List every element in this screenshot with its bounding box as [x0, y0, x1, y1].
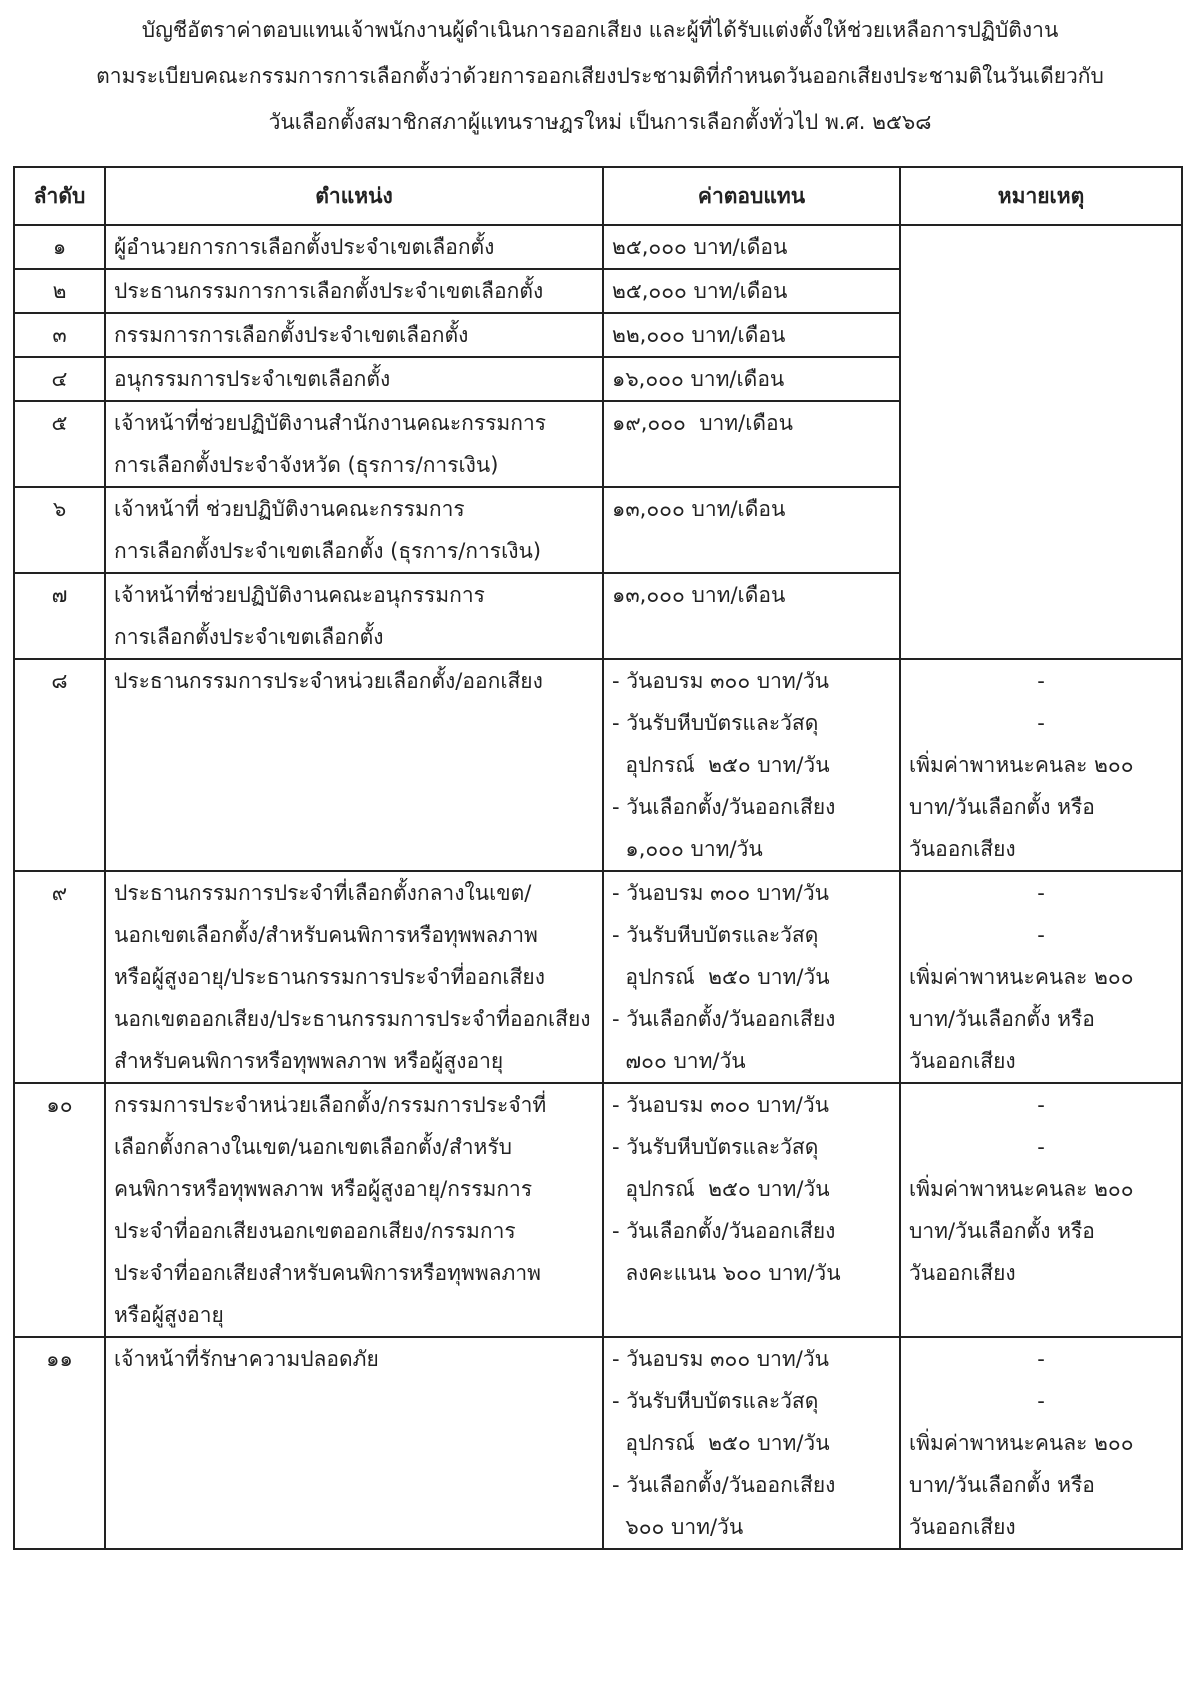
compensation-cell	[603, 1337, 900, 1549]
order-number: ๓	[52, 323, 67, 347]
pay-line: - วันอบรม ๓๐๐ บาท/วัน	[612, 1347, 829, 1371]
pos-line: ประธานกรรมการประจำที่เลือกตั้งกลางในเขต/	[114, 881, 532, 905]
row-order	[14, 487, 105, 573]
row-order	[14, 659, 105, 871]
remark-line: -	[1037, 923, 1045, 947]
pay-line: ลงคะแนน ๖๐๐ บาท/วัน	[612, 1261, 841, 1285]
order-number: ๙	[51, 881, 68, 905]
pos-line: นอกเขตออกเสียง/ประธานกรรมการประจำที่ออกเสียง	[114, 1007, 591, 1031]
compensation-cell	[603, 1083, 900, 1337]
compensation-cell	[603, 357, 900, 401]
row-order	[14, 357, 105, 401]
order-number: ๑๐	[46, 1093, 73, 1117]
pay-line: - วันรับหีบบัตรและวัสดุ	[612, 1135, 819, 1159]
pay-line: ๑๓,๐๐๐ บาท/เดือน	[612, 583, 786, 607]
row-order	[14, 401, 105, 487]
compensation-cell	[603, 659, 900, 871]
remark-line: วันออกเสียง	[909, 837, 1016, 861]
position-cell	[105, 313, 603, 357]
compensation-table	[13, 166, 1183, 1550]
position-cell	[105, 1083, 603, 1337]
header-compensation: ค่าตอบแทน	[603, 167, 900, 225]
pay-line: - วันเลือกตั้ง/วันออกเสียง	[612, 795, 836, 819]
remark-line: วันออกเสียง	[909, 1515, 1016, 1539]
remark-line: บาท/วันเลือกตั้ง หรือ	[909, 1473, 1095, 1497]
pay-line: ๑๓,๐๐๐ บาท/เดือน	[612, 497, 786, 521]
pos-line: ประธานกรรมการประจำหน่วยเลือกตั้ง/ออกเสียง	[114, 669, 543, 693]
header-order: ลำดับ	[14, 167, 105, 225]
pay-line: ๗๐๐ บาท/วัน	[612, 1049, 746, 1073]
compensation-cell	[603, 401, 900, 487]
remark-line: -	[1037, 881, 1045, 905]
remark-line: วันออกเสียง	[909, 1261, 1016, 1285]
position-cell	[105, 659, 603, 871]
pay-line: - วันอบรม ๓๐๐ บาท/วัน	[612, 881, 829, 905]
header-remark: หมายเหตุ	[900, 167, 1182, 225]
pay-line: อุปกรณ์ ๒๕๐ บาท/วัน	[612, 1431, 830, 1455]
remark-line: วันออกเสียง	[909, 1049, 1016, 1073]
pos-line: ผู้อำนวยการการเลือกตั้งประจำเขตเลือกตั้ง	[114, 235, 495, 259]
position-cell	[105, 401, 603, 487]
row-order	[14, 1083, 105, 1337]
position-cell	[105, 225, 603, 269]
remark-line: -	[1037, 1347, 1045, 1371]
pay-line: - วันเลือกตั้ง/วันออกเสียง	[612, 1219, 836, 1243]
pos-line: หรือผู้สูงอายุ/ประธานกรรมการประจำที่ออกเสียง	[114, 965, 545, 989]
row-order	[14, 871, 105, 1083]
order-number: ๒	[52, 279, 67, 303]
order-number: ๗	[51, 583, 68, 607]
pay-line: - วันรับหีบบัตรและวัสดุ	[612, 923, 819, 947]
pay-line: อุปกรณ์ ๒๕๐ บาท/วัน	[612, 965, 830, 989]
row-order	[14, 225, 105, 269]
position-cell	[105, 573, 603, 659]
pay-line: ๑,๐๐๐ บาท/วัน	[612, 837, 763, 861]
pos-line: เลือกตั้งกลางในเขต/นอกเขตเลือกตั้ง/สำหรับ	[114, 1135, 513, 1159]
table-row	[14, 225, 1182, 269]
remark-line: เพิ่มค่าพาหนะคนละ ๒๐๐	[909, 1177, 1134, 1201]
pos-line: หรือผู้สูงอายุ	[114, 1303, 224, 1327]
pay-line: ๒๕,๐๐๐ บาท/เดือน	[612, 279, 788, 303]
pos-line: ประจำที่ออกเสียงนอกเขตออกเสียง/กรรมการ	[114, 1219, 516, 1243]
row-order	[14, 313, 105, 357]
compensation-cell	[603, 269, 900, 313]
pay-line: - วันเลือกตั้ง/วันออกเสียง	[612, 1473, 836, 1497]
remark-line: -	[1037, 1093, 1045, 1117]
pos-line: สำหรับคนพิการหรือทุพพลภาพ หรือผู้สูงอายุ	[114, 1049, 504, 1073]
pos-line: คนพิการหรือทุพพลภาพ หรือผู้สูงอายุ/กรรมการ	[114, 1177, 533, 1201]
pay-line: - วันอบรม ๓๐๐ บาท/วัน	[612, 669, 829, 693]
table-row	[14, 659, 1182, 871]
remark-line: -	[1037, 1135, 1045, 1159]
pos-line: กรรมการประจำหน่วยเลือกตั้ง/กรรมการประจำที่	[114, 1093, 547, 1117]
pay-line: ๒๒,๐๐๐ บาท/เดือน	[612, 323, 786, 347]
row-order	[14, 1337, 105, 1549]
position-cell	[105, 357, 603, 401]
header-position: ตำแหน่ง	[105, 167, 603, 225]
remark-line: เพิ่มค่าพาหนะคนละ ๒๐๐	[909, 1431, 1134, 1455]
pos-line: การเลือกตั้งประจำจังหวัด (ธุรการ/การเงิน)	[114, 453, 499, 477]
pay-line: ๖๐๐ บาท/วัน	[612, 1515, 744, 1539]
compensation-cell	[603, 487, 900, 573]
order-number: ๖	[52, 497, 67, 521]
pay-line: - วันรับหีบบัตรและวัสดุ	[612, 711, 819, 735]
compensation-cell	[603, 313, 900, 357]
remark-cell-merged	[900, 225, 1182, 659]
table-row	[14, 871, 1182, 1083]
position-cell	[105, 269, 603, 313]
position-cell	[105, 487, 603, 573]
pos-line: เจ้าหน้าที่รักษาความปลอดภัย	[114, 1347, 379, 1371]
pos-line: กรรมการการเลือกตั้งประจำเขตเลือกตั้ง	[114, 323, 469, 347]
pay-line: - วันเลือกตั้ง/วันออกเสียง	[612, 1007, 836, 1031]
pos-line: ประจำที่ออกเสียงสำหรับคนพิการหรือทุพพลภาพ	[114, 1261, 542, 1285]
pos-line: อนุกรรมการประจำเขตเลือกตั้ง	[114, 367, 391, 391]
remark-line: เพิ่มค่าพาหนะคนละ ๒๐๐	[909, 753, 1134, 777]
pos-line: การเลือกตั้งประจำเขตเลือกตั้ง	[114, 625, 384, 649]
table-row	[14, 1083, 1182, 1337]
table-row	[14, 1337, 1182, 1549]
pay-line: - วันอบรม ๓๐๐ บาท/วัน	[612, 1093, 829, 1117]
pos-line: เจ้าหน้าที่ช่วยปฏิบัติงานคณะอนุกรรมการ	[114, 583, 485, 607]
document-title-line-1: บัญชีอัตราค่าตอบแทนเจ้าพนักงานผู้ดำเนินการออกเสียง และผู้ที่ได้รับแต่งตั้งให้ช่วยเหลือการปฏิบัติงาน	[141, 18, 1059, 42]
document-title-line-2: ตามระเบียบคณะกรรมการการเลือกตั้งว่าด้วยการออกเสียงประชามติที่กำหนดวันออกเสียงประชามติในวันเดียวกับ	[96, 64, 1104, 88]
remark-line: บาท/วันเลือกตั้ง หรือ	[909, 1219, 1095, 1243]
pos-line: เจ้าหน้าที่ ช่วยปฏิบัติงานคณะกรรมการ	[114, 497, 465, 521]
compensation-cell	[603, 573, 900, 659]
pay-line: ๑๖,๐๐๐ บาท/เดือน	[612, 367, 785, 391]
document-title-line-3: วันเลือกตั้งสมาชิกสภาผู้แทนราษฎรใหม่ เป็นการเลือกตั้งทั่วไป พ.ศ. ๒๕๖๘	[268, 110, 932, 134]
remark-line: -	[1037, 669, 1045, 693]
remark-cell	[900, 871, 1182, 1083]
pay-line: อุปกรณ์ ๒๕๐ บาท/วัน	[612, 753, 830, 777]
order-number: ๔	[51, 367, 68, 391]
remark-cell	[900, 659, 1182, 871]
remark-cell	[900, 1337, 1182, 1549]
pay-line: ๑๙,๐๐๐ บาท/เดือน	[612, 411, 794, 435]
row-order	[14, 573, 105, 659]
remark-line: -	[1037, 711, 1045, 735]
position-cell	[105, 871, 603, 1083]
pos-line: เจ้าหน้าที่ช่วยปฏิบัติงานสำนักงานคณะกรรมการ	[114, 411, 547, 435]
compensation-cell	[603, 871, 900, 1083]
remark-line: บาท/วันเลือกตั้ง หรือ	[909, 1007, 1095, 1031]
order-number: ๕	[51, 411, 68, 435]
position-cell	[105, 1337, 603, 1549]
order-number: ๘	[51, 669, 68, 693]
table-header-row	[14, 167, 1182, 225]
row-order	[14, 269, 105, 313]
pos-line: การเลือกตั้งประจำเขตเลือกตั้ง (ธุรการ/การเงิน)	[114, 539, 542, 563]
pay-line: ๒๕,๐๐๐ บาท/เดือน	[612, 235, 788, 259]
compensation-cell	[603, 225, 900, 269]
order-number: ๑๑	[46, 1347, 73, 1371]
pay-line: - วันรับหีบบัตรและวัสดุ	[612, 1389, 819, 1413]
remark-line: บาท/วันเลือกตั้ง หรือ	[909, 795, 1095, 819]
order-number: ๑	[52, 235, 67, 259]
pos-line: นอกเขตเลือกตั้ง/สำหรับคนพิการหรือทุพพลภาพ	[114, 923, 538, 947]
remark-line: -	[1037, 1389, 1045, 1413]
remark-cell	[900, 1083, 1182, 1337]
remark-line: เพิ่มค่าพาหนะคนละ ๒๐๐	[909, 965, 1134, 989]
pay-line: อุปกรณ์ ๒๕๐ บาท/วัน	[612, 1177, 830, 1201]
pos-line: ประธานกรรมการการเลือกตั้งประจำเขตเลือกตั้ง	[114, 279, 544, 303]
